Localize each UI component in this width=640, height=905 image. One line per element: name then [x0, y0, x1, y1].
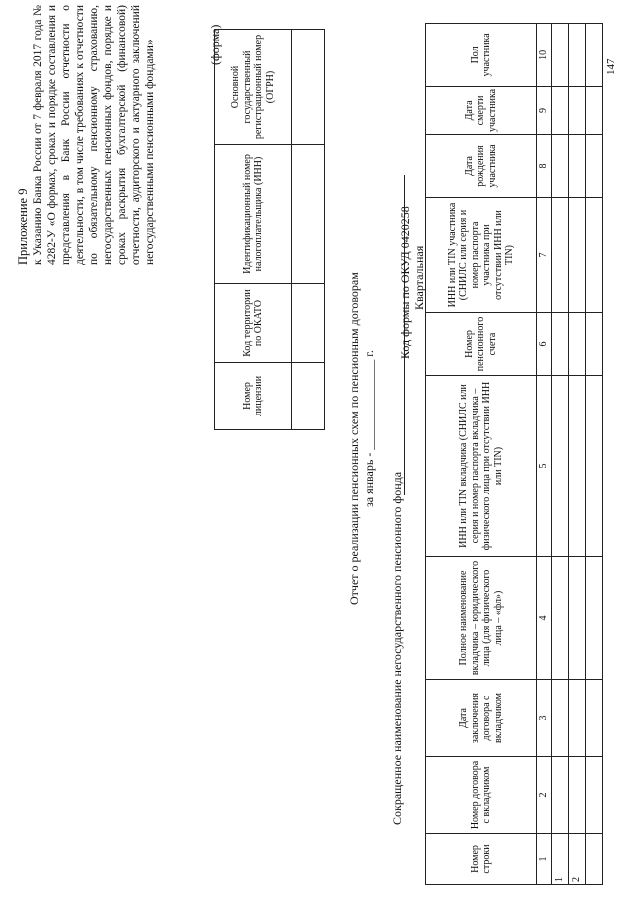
table-cell[interactable] — [552, 135, 569, 198]
column-number: 10 — [537, 23, 552, 86]
row-number — [586, 834, 603, 885]
table-cell[interactable] — [552, 198, 569, 313]
table-cell[interactable] — [552, 757, 569, 834]
appendix-header — [16, 5, 157, 265]
header-okato-code: Код территории по ОКАТО — [215, 284, 292, 363]
table-cell[interactable] — [569, 23, 586, 86]
page-number: 147 — [605, 58, 617, 75]
cell-inn[interactable] — [292, 145, 325, 284]
row-number: 1 — [552, 834, 569, 885]
table-row — [569, 23, 586, 884]
table-cell[interactable] — [569, 680, 586, 757]
main-table — [425, 23, 603, 885]
col-header-row-number: Номер строки — [426, 834, 537, 885]
column-number: 6 — [537, 313, 552, 376]
report-period: за январь - _______________ г. — [362, 350, 376, 507]
col-header-pension-account: Номер пенсионного счета — [426, 313, 537, 376]
column-number: 4 — [537, 557, 552, 680]
form-label: (форма) — [208, 24, 222, 65]
table-cell[interactable] — [552, 313, 569, 376]
col-header-depositor-inn: ИНН или TIN вкладчика (СНИЛС или серия и номер паспорта вкладчика – физического лица при отсутствии ИНН или TIN) — [426, 376, 537, 557]
table-cell[interactable] — [569, 757, 586, 834]
table-row — [552, 23, 569, 884]
table-row — [586, 23, 603, 884]
col-header-depositor-name: Полное наименование вкладчика – юридического лица (для физического лица – «фл») — [426, 557, 537, 680]
appendix-text: к Указанию Банка России от 7 февраля 2017 года № 4282-У «О формах, сроках и порядке составления и представления в Банк России отчетности о деятельности, в том числе требованиях к отчетности по обязательному пенсионному страхованию, негосударственных пенсионных фондов, порядке и сроках раскрытия бухгалтерской (финансовой) отчетности, аудиторского и актуарного заключений негосударственными пенсионными фондами» — [32, 5, 156, 265]
row-number: 2 — [569, 834, 586, 885]
table-cell[interactable] — [569, 198, 586, 313]
column-number: 2 — [537, 757, 552, 834]
header-ogrn: Основной государственный регистрационный номер (ОГРН) — [215, 30, 292, 145]
header-license-number: Номер лицензии — [215, 363, 292, 430]
table-cell[interactable] — [569, 557, 586, 680]
column-number: 1 — [537, 834, 552, 885]
col-header-contract-number: Номер договора с вкладчиком — [426, 757, 537, 834]
header-inn: Идентификационный номер налогоплательщика (ИНН) — [215, 145, 292, 284]
cell-okato-code[interactable] — [292, 284, 325, 363]
table-cell[interactable] — [569, 313, 586, 376]
column-number-row — [537, 23, 552, 884]
table-cell[interactable] — [552, 557, 569, 680]
table-cell[interactable] — [552, 23, 569, 86]
report-title: Отчет о реализации пенсионных схем по пенсионным договорам — [347, 272, 361, 605]
table-cell[interactable] — [586, 557, 603, 680]
col-header-birth-date: Дата рождения участника — [426, 135, 537, 198]
col-header-participant-inn: ИНН или TIN участника (СНИЛС или серия и номер паспорта участника при отсутствии ИНН или TIN) — [426, 198, 537, 313]
fund-short-name-label: Сокращенное наименование негосударственного пенсионного фонда — [390, 471, 404, 825]
table-cell[interactable] — [569, 135, 586, 198]
table-cell[interactable] — [552, 680, 569, 757]
column-number: 7 — [537, 198, 552, 313]
table-cell[interactable] — [586, 680, 603, 757]
table-cell[interactable] — [586, 86, 603, 134]
column-number: 5 — [537, 376, 552, 557]
periodicity: Квартальная — [412, 245, 426, 310]
codes-table — [214, 29, 325, 430]
table-cell[interactable] — [586, 757, 603, 834]
cell-license-number[interactable] — [292, 363, 325, 430]
column-number: 8 — [537, 135, 552, 198]
table-cell[interactable] — [586, 376, 603, 557]
table-cell[interactable] — [586, 23, 603, 86]
okud-code: Код формы по ОКУД 0420258 — [398, 206, 412, 359]
table-cell[interactable] — [586, 135, 603, 198]
table-cell[interactable] — [586, 313, 603, 376]
appendix-heading: Приложение 9 — [16, 188, 30, 265]
cell-ogrn[interactable] — [292, 30, 325, 145]
table-cell[interactable] — [569, 86, 586, 134]
col-header-death-date: Дата смерти участника — [426, 86, 537, 134]
table-cell[interactable] — [586, 198, 603, 313]
table-cell[interactable] — [569, 376, 586, 557]
table-cell[interactable] — [552, 86, 569, 134]
col-header-contract-date: Дата заключения договора с вкладчиком — [426, 680, 537, 757]
column-number: 3 — [537, 680, 552, 757]
column-number: 9 — [537, 86, 552, 134]
table-cell[interactable] — [552, 376, 569, 557]
col-header-sex: Пол участника — [426, 23, 537, 86]
